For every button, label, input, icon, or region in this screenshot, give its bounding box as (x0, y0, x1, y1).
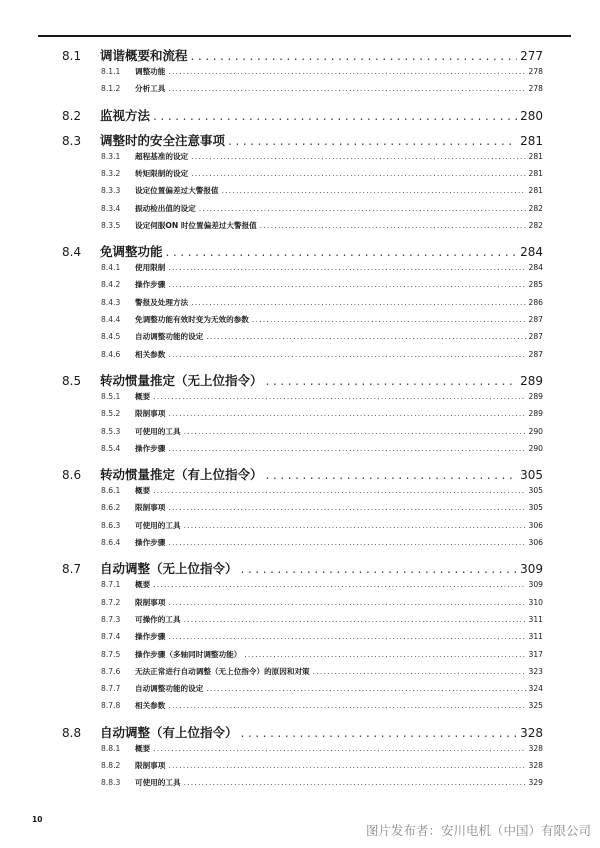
toc-entry-page: 289 (528, 409, 543, 419)
toc-subsection-entry[interactable] (101, 391, 543, 402)
toc-section-entry[interactable] (62, 371, 543, 389)
dot-leader (168, 350, 525, 359)
dot-leader (228, 133, 517, 148)
toc-entry-title: 转动惯量推定（有上位指令） (100, 467, 263, 483)
toc-subsection-entry[interactable] (101, 168, 543, 179)
toc-entry-number: 8.3.2 (101, 168, 121, 178)
toc-entry-number: 8.8 (62, 725, 82, 740)
dot-leader (153, 392, 525, 401)
toc-entry-page: 287 (528, 315, 543, 324)
toc-subsection-entry[interactable] (101, 666, 543, 677)
toc-entry-title: 可使用的工具 (135, 520, 181, 530)
toc-entry-page: 287 (528, 332, 543, 342)
toc-subsection-entry[interactable] (101, 502, 543, 513)
toc-entry-page: 329 (528, 778, 543, 788)
dot-leader (241, 725, 518, 740)
toc-entry-title: 转动惯量推定（无上位指令） (100, 372, 263, 388)
toc-entry-page: 306 (528, 538, 543, 547)
toc-entry-number: 8.3 (62, 133, 82, 148)
toc-entry-title: 概要 (135, 743, 151, 753)
toc-entry-page: 281 (528, 151, 543, 161)
toc-entry-number: 8.1 (62, 49, 82, 63)
toc-entry-title: 限制事项 (135, 409, 166, 419)
toc-entry-page: 323 (528, 666, 543, 676)
toc-subsection-entry[interactable] (101, 597, 543, 608)
toc-entry-number: 8.4 (62, 245, 82, 260)
toc-entry-number: 8.4.6 (101, 349, 121, 359)
toc-entry-title: 自动调整功能的设定 (135, 332, 204, 342)
toc-entry-page: 309 (520, 562, 543, 577)
dot-leader (184, 521, 526, 530)
toc-entry-page: 289 (528, 391, 543, 401)
toc-entry-number: 8.6.4 (101, 538, 121, 547)
toc-entry-page: 286 (528, 297, 543, 307)
toc-subsection-entry[interactable] (101, 579, 543, 590)
toc-subsection-entry[interactable] (101, 614, 543, 625)
toc-subsection-entry[interactable] (101, 349, 543, 360)
toc-entry-page: 309 (528, 580, 543, 590)
toc-entry-title: 可使用的工具 (135, 778, 181, 788)
toc-entry-number: 8.7.5 (101, 649, 121, 659)
toc-subsection-entry[interactable] (101, 151, 543, 162)
toc-section-entry[interactable] (62, 46, 543, 64)
toc-entry-page: 284 (520, 245, 543, 260)
toc-entry-number: 8.7.6 (101, 666, 121, 676)
toc-subsection-entry[interactable] (101, 520, 543, 531)
toc-entry-number: 8.8.1 (101, 743, 121, 753)
toc-entry-title: 监视方法 (100, 107, 151, 123)
dot-leader (168, 538, 525, 547)
toc-entry-page: 281 (528, 186, 543, 196)
toc-entry-page: 287 (528, 349, 543, 359)
toc-entry-title: 操作步骤 (135, 632, 166, 642)
toc-entry-number: 8.6.1 (101, 486, 121, 496)
toc-entry-title: 操作步骤（多轴同时调整功能） (135, 649, 242, 659)
dot-leader (184, 427, 526, 436)
dot-leader (168, 503, 525, 512)
toc-subsection-entry[interactable] (101, 537, 543, 548)
toc-entry-page: 328 (520, 725, 543, 740)
toc-entry-page: 305 (528, 503, 543, 513)
toc-entry-title: 免调整功能有效时变为无效的参数 (135, 315, 249, 324)
dot-leader (168, 280, 525, 289)
toc-entry-title: 操作步骤 (135, 280, 166, 290)
toc-entry-number: 8.4.5 (101, 332, 121, 342)
toc-section-entry[interactable] (62, 723, 543, 741)
toc-entry-number: 8.6.3 (101, 520, 121, 530)
toc-section-entry[interactable] (62, 559, 543, 577)
toc-entry-number: 8.3.1 (101, 151, 121, 161)
toc-entry-page: 289 (520, 373, 543, 388)
toc-entry-page: 324 (528, 684, 543, 694)
toc-entry-number: 8.8.2 (101, 761, 121, 770)
toc-entry-number: 8.1.1 (101, 67, 121, 76)
toc-entry-number: 8.7.4 (101, 632, 121, 642)
toc-entry-page: 278 (528, 67, 543, 76)
toc-section-entry[interactable] (62, 131, 543, 149)
toc-subsection-entry[interactable] (101, 631, 543, 642)
toc-entry-page: 311 (528, 614, 543, 624)
dot-leader (168, 598, 525, 607)
toc-entry-number: 8.7.7 (101, 684, 121, 694)
dot-leader (266, 373, 518, 388)
toc-entry-page: 281 (520, 133, 543, 148)
toc-entry-page: 306 (528, 520, 543, 530)
toc-entry-title: 无法正常进行自动调整（无上位指令）的原因和对策 (135, 666, 310, 676)
dot-leader (199, 204, 526, 213)
dot-leader (168, 444, 525, 453)
toc-subsection-entry[interactable] (101, 297, 543, 308)
toc-entry-title: 可使用的工具 (135, 426, 181, 436)
toc-entry-number: 8.4.3 (101, 297, 121, 307)
toc-entry-title: 限制事项 (135, 597, 166, 607)
toc-entry-number: 8.2 (62, 108, 82, 123)
toc-entry-page: 290 (528, 426, 543, 436)
toc-entry-number: 8.4.4 (101, 315, 121, 324)
toc-subsection-entry[interactable] (101, 262, 543, 273)
dot-leader (153, 108, 517, 123)
toc-subsection-entry[interactable] (101, 700, 543, 711)
dot-leader (244, 650, 525, 659)
toc-entry-title: 自动调整（有上位指令） (100, 724, 238, 740)
dot-leader (168, 701, 525, 710)
toc-entry-title: 限制事项 (135, 761, 166, 770)
dot-leader (241, 561, 518, 576)
toc-entry-number: 8.7.1 (101, 580, 121, 590)
dot-leader (168, 761, 525, 770)
toc-entry-title: 概要 (135, 391, 151, 401)
toc-entry-page: 281 (528, 168, 543, 178)
toc-subsection-entry[interactable] (101, 683, 543, 694)
dot-leader (166, 244, 518, 259)
toc-entry-number: 8.7.2 (101, 597, 121, 607)
toc-entry-title: 调整时的安全注意事项 (100, 132, 226, 148)
toc-entry-title: 概要 (135, 580, 151, 590)
toc-subsection-entry[interactable] (101, 279, 543, 290)
dot-leader (313, 667, 526, 676)
dot-leader (168, 409, 525, 418)
toc-subsection-entry[interactable] (101, 408, 543, 419)
toc-entry-number: 8.3.4 (101, 203, 121, 213)
toc-entry-page: 328 (528, 761, 543, 770)
toc-subsection-entry[interactable] (101, 185, 543, 196)
toc-subsection-entry[interactable] (101, 649, 543, 660)
publisher-watermark: 图片发布者：安川电机（中国）有限公司 (365, 823, 591, 838)
dot-leader (184, 778, 526, 787)
toc-entry-number: 8.8.3 (101, 778, 121, 788)
toc-entry-number: 8.1.2 (101, 84, 121, 94)
dot-leader (260, 221, 526, 230)
dot-leader (222, 186, 526, 195)
toc-entry-page: 305 (520, 468, 543, 483)
dot-leader (153, 486, 525, 495)
toc-entry-page: 317 (528, 649, 543, 659)
toc-entry-page: 311 (528, 632, 543, 642)
toc-entry-number: 8.5.1 (101, 391, 121, 401)
toc-entry-title: 可操作的工具 (135, 614, 181, 624)
dot-leader (191, 298, 525, 307)
toc-section-entry[interactable] (62, 106, 543, 124)
toc-entry-number: 8.6 (62, 468, 82, 483)
toc-entry-title: 自动调整功能的设定 (135, 684, 204, 694)
toc-entry-title: 分析工具 (135, 84, 166, 94)
toc-entry-page: 284 (528, 263, 543, 273)
toc-entry-title: 振动检出值的设定 (135, 203, 196, 213)
toc-entry-page: 305 (528, 486, 543, 496)
toc-entry-number: 8.6.2 (101, 503, 121, 513)
toc-entry-page: 278 (528, 84, 543, 94)
toc-entry-title: 免调整功能 (100, 244, 163, 260)
toc-entry-number: 8.7.8 (101, 701, 121, 711)
toc-entry-number: 8.7.3 (101, 614, 121, 624)
toc-subsection-entry[interactable] (101, 743, 543, 754)
toc-subsection-entry[interactable] (101, 426, 543, 437)
toc-subsection-entry[interactable] (101, 314, 543, 325)
dot-leader (266, 467, 518, 482)
toc-entry-number: 8.4.1 (101, 263, 121, 273)
toc-entry-title: 转矩限制的设定 (135, 168, 189, 178)
dot-leader (168, 67, 525, 76)
dot-leader (168, 263, 525, 272)
page-number: 10 (32, 815, 43, 824)
toc-subsection-entry[interactable] (101, 203, 543, 214)
toc-entry-title: 相关参数 (135, 349, 166, 359)
toc-entry-page: 328 (528, 743, 543, 753)
dot-leader (252, 315, 526, 324)
toc-entry-number: 8.5.4 (101, 443, 121, 453)
toc-subsection-entry[interactable] (101, 220, 543, 231)
toc-entry-title: 操作步骤 (135, 443, 166, 453)
toc-entry-title: 设定伺服ON 时位置偏差过大警报值 (135, 220, 257, 230)
toc-entry-title: 概要 (135, 486, 151, 496)
dot-leader (153, 744, 525, 753)
toc-entry-title: 使用限制 (135, 263, 166, 273)
dot-leader (191, 152, 525, 161)
dot-leader (184, 615, 526, 624)
toc-subsection-entry[interactable] (101, 443, 543, 454)
toc-subsection-entry[interactable] (101, 485, 543, 496)
toc-subsection-entry[interactable] (101, 777, 543, 788)
toc-subsection-entry[interactable] (101, 66, 543, 77)
toc-entry-number: 8.5 (62, 373, 82, 388)
dot-leader (191, 169, 525, 178)
toc-entry-title: 设定位置偏差过大警报值 (135, 186, 219, 196)
dot-leader (168, 632, 525, 641)
dot-leader (206, 684, 525, 693)
toc-entry-title: 调谐概要和流程 (100, 48, 188, 63)
toc-entry-page: 285 (528, 280, 543, 290)
dot-leader (153, 580, 525, 589)
dot-leader (206, 332, 525, 341)
toc-entry-number: 8.5.2 (101, 409, 121, 419)
toc-entry-page: 282 (528, 220, 543, 230)
toc-entry-number: 8.3.3 (101, 186, 121, 196)
toc-entry-title: 操作步骤 (135, 538, 166, 547)
toc-entry-number: 8.4.2 (101, 280, 121, 290)
toc-entry-title: 相关参数 (135, 701, 166, 711)
toc-entry-title: 警报及处理方法 (135, 297, 189, 307)
toc-section-entry[interactable] (62, 242, 543, 260)
toc-subsection-entry[interactable] (101, 331, 543, 342)
toc-entry-page: 282 (528, 203, 543, 213)
toc-entry-page: 280 (520, 108, 543, 123)
toc-entry-title: 调整功能 (135, 67, 166, 76)
toc-entry-page: 325 (528, 701, 543, 711)
toc-entry-page: 310 (528, 597, 543, 607)
toc-entry-title: 限制事项 (135, 503, 166, 513)
toc-entry-title: 超程基准的设定 (135, 151, 189, 161)
toc-subsection-entry[interactable] (101, 83, 543, 94)
dot-leader (191, 48, 518, 63)
toc-section-entry[interactable] (62, 465, 543, 483)
toc-entry-page: 277 (520, 49, 543, 63)
toc-entry-page: 290 (528, 443, 543, 453)
toc-entry-number: 8.3.5 (101, 220, 121, 230)
toc-entry-number: 8.7 (62, 562, 82, 577)
toc-entry-title: 自动调整（无上位指令） (100, 561, 238, 577)
toc-entry-number: 8.5.3 (101, 426, 121, 436)
toc-subsection-entry[interactable] (101, 760, 543, 771)
dot-leader (168, 84, 525, 93)
